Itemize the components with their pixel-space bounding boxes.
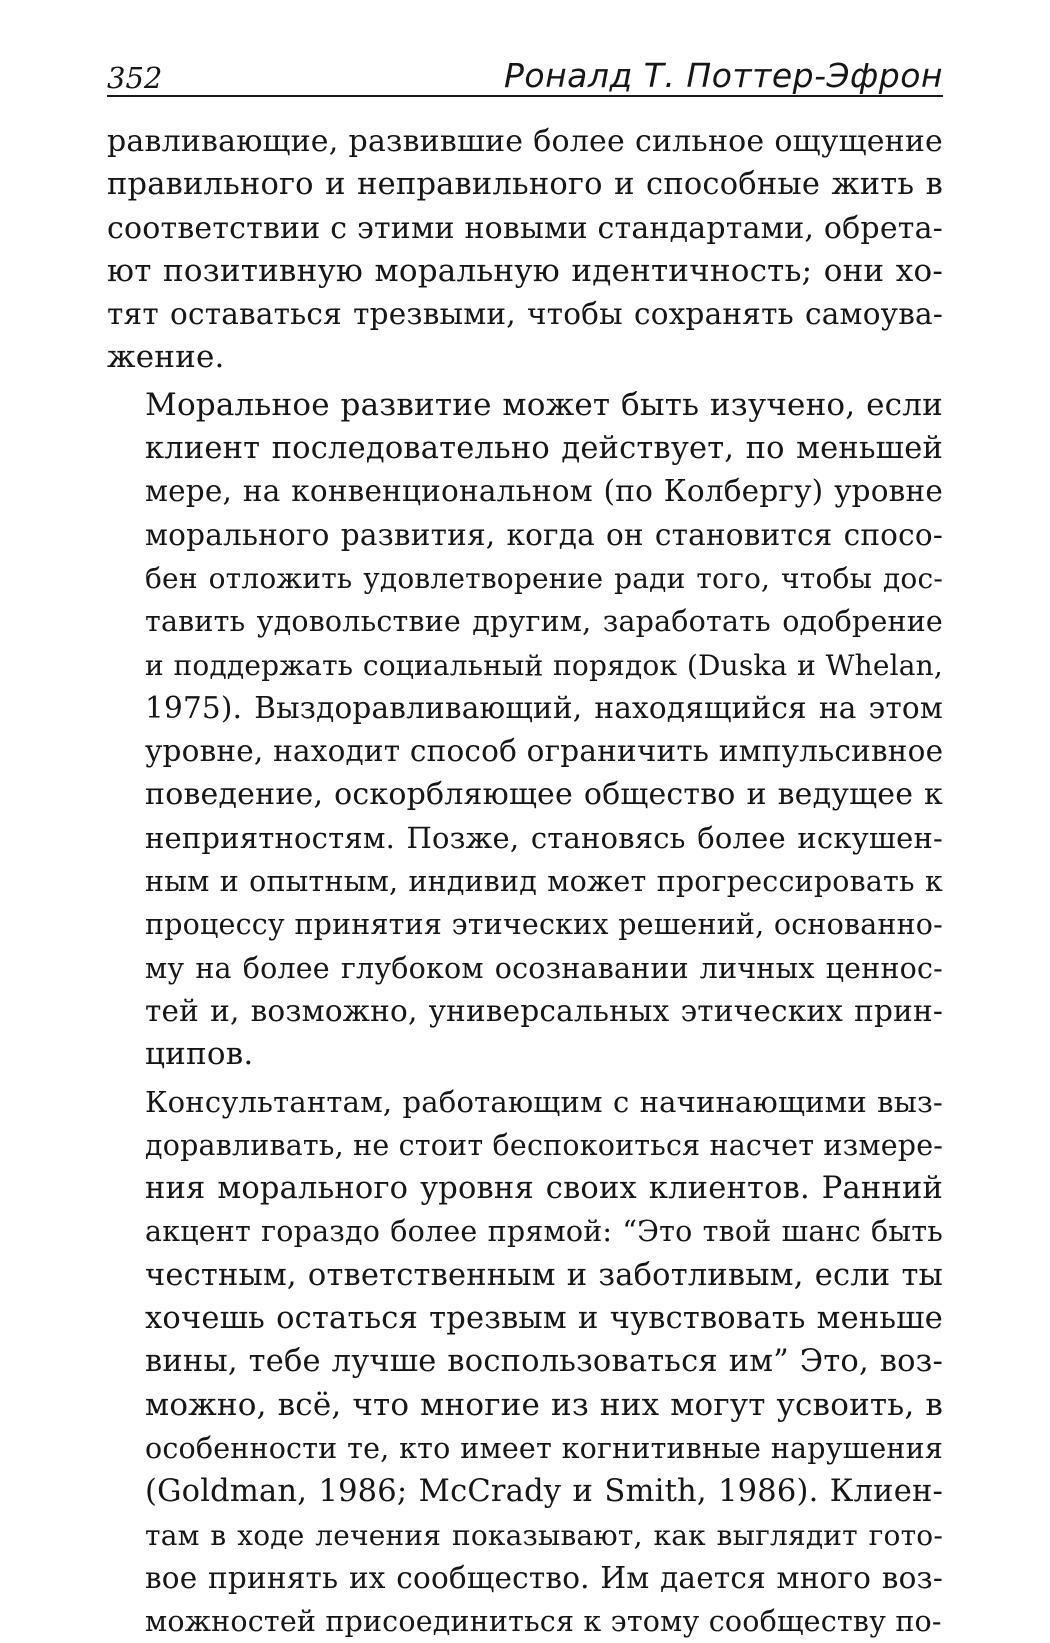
text-line: клиент последовательно действует, по меньшей <box>145 431 943 467</box>
running-head: Роналд Т. Поттер-Эфрон <box>503 56 943 95</box>
text-line: правильного и неправильного и способные жить в <box>107 167 943 203</box>
text-line: особенности те, кто имеет когнитивные нарушения <box>145 1431 943 1465</box>
paragraph <box>107 120 943 380</box>
text-line: ют позитивную моральную идентичность; они хо- <box>107 252 943 289</box>
text-line: вины, тебе лучше воспользоваться им” Это, воз- <box>145 1344 943 1380</box>
text-line: поведение, оскорбляющее общество и ведущее к <box>145 777 943 813</box>
text-line: тей и, возможно, универсальных этических прин- <box>145 993 943 1028</box>
text-line: му на более глубоком осознавании личных ценнос- <box>145 951 943 985</box>
text-line: и поддержать социальный порядок (Duska и Whelan, <box>145 648 943 682</box>
text-line: можностей присоединиться к этому сообществу по- <box>145 1605 942 1639</box>
page-header <box>107 53 943 97</box>
text-line: акцент гораздо более прямой: “Это твой шанс быть <box>145 1215 943 1249</box>
text-line: хочешь остаться трезвым и чувствовать меньше <box>145 1301 943 1337</box>
text-line: соответствии с этими новыми стандартами, обрета- <box>107 210 943 246</box>
text-line: равливающие, развившие более сильное ощущение <box>107 124 943 159</box>
text-line: можно, всё, что многие из них могут усвоить, в <box>145 1386 943 1423</box>
text-line: процессу принятия этических решений, основанно- <box>145 908 943 942</box>
text-line: там в ходе лечения показывают, как выглядит гото- <box>145 1518 943 1552</box>
text-line: ным и опытным, индивид может прогрессировать к <box>145 865 943 899</box>
text-line: (Goldman, 1986; McCrady и Smith, 1986). Клиен- <box>145 1474 943 1510</box>
page-number: 352 <box>107 61 163 95</box>
paragraph <box>107 1081 943 1643</box>
text-line: мере, на конвенциональном (по Колбергу) уровне <box>145 474 943 509</box>
text-line: уровне, находит способ ограничить импульсивное <box>145 734 944 769</box>
text-line: доравливать, не стоит беспокоиться насчет измере- <box>145 1128 944 1162</box>
text-line: жение. <box>107 339 225 376</box>
text-line: ципов. <box>145 1036 254 1073</box>
text-line: тят оставаться трезвыми, чтобы сохранять самоува- <box>107 297 943 332</box>
text-line: ния морального уровня своих клиентов. Ранний <box>145 1171 943 1207</box>
body-text <box>107 120 943 1643</box>
text-line: Консультантам, работающим с начинающими выз- <box>145 1084 943 1119</box>
text-line: неприятностям. Позже, становясь более искушен- <box>145 820 943 855</box>
text-line: морального развития, когда он становится спосо- <box>145 517 943 552</box>
paragraph <box>107 384 943 1077</box>
text-line: тавить удовольствие другим, заработать одобрение <box>145 605 943 639</box>
text-line: честным, ответственным и заботливым, если ты <box>145 1257 943 1293</box>
text-line: Моральное развитие может быть изучено, если <box>145 386 943 423</box>
text-line: 1975). Выздоравливающий, находящийся на этом <box>145 690 943 725</box>
text-line: бен отложить удовлетворение ради того, чтобы дос- <box>145 561 943 595</box>
text-line: вое принять их сообщество. Им дается много воз- <box>145 1560 943 1595</box>
